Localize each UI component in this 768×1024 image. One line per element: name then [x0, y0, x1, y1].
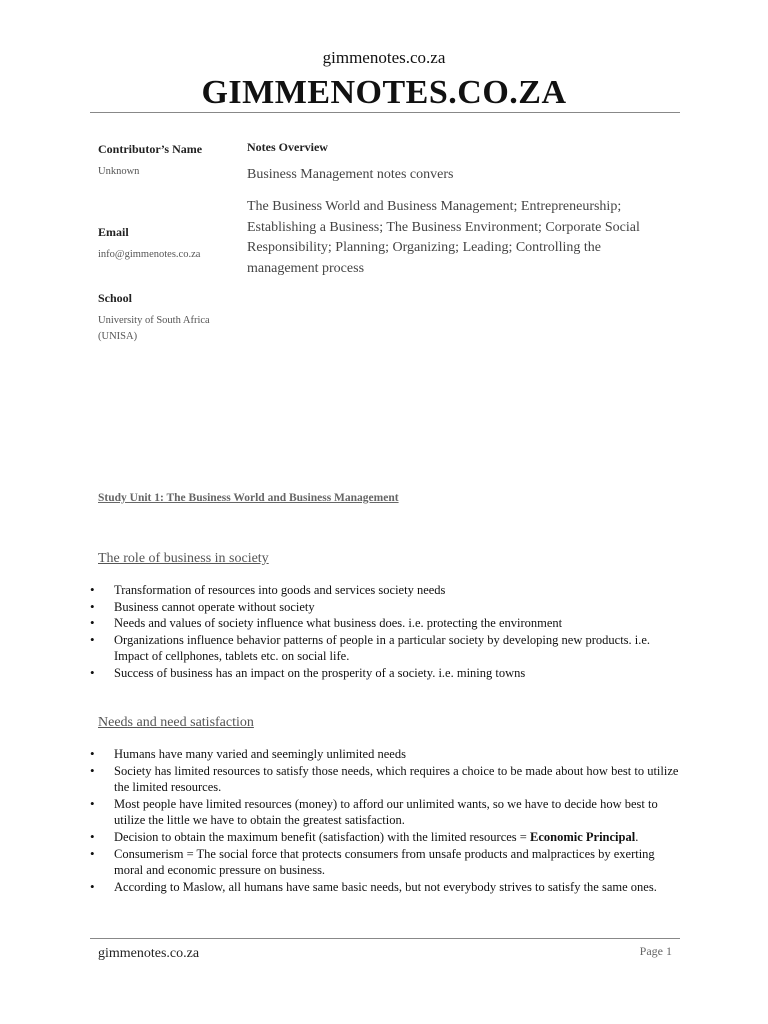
site-name-small: gimmenotes.co.za — [322, 48, 446, 67]
footer-divider — [90, 938, 680, 939]
list-item: • Business cannot operate without society — [90, 599, 680, 616]
section-heading-role-of-business: The role of business in society — [98, 551, 269, 566]
list-item: • Humans have many varied and seemingly unlimited needs — [90, 746, 680, 763]
overview-topics: The Business World and Business Management; Entrepreneurship; Establishing a Business; The Business Environment; Corporate Social Responsibility; Planning; Organizing; Leading; Controlling the management process — [247, 199, 640, 276]
footer-site-name: gimmenotes.co.za — [98, 946, 200, 961]
list-item: • Society has limited resources to satisfy those needs, which requires a choice to be made about how best to utilize the limited resources. — [90, 763, 680, 796]
bullet-list-needs — [90, 746, 680, 895]
list-item: • Needs and values of society influence what business does. i.e. protecting the environment — [90, 615, 680, 632]
bold-term: Economic Principal — [529, 829, 636, 844]
study-unit-heading: Study Unit 1: The Business World and Business Management — [98, 492, 399, 504]
section-heading-needs: Needs and need satisfaction — [98, 715, 254, 730]
email-value: info@gimmenotes.co.za — [98, 249, 201, 260]
list-item: • Success of business has an impact on the prosperity of a society. i.e. mining towns — [90, 665, 680, 682]
list-item-suffix: . — [635, 829, 639, 844]
list-item-economic-principal — [90, 829, 680, 846]
header-divider — [90, 112, 680, 113]
list-item: • Organizations influence behavior patterns of people in a particular society by developing new products. i.e. Impact of cellphones, tablets etc. on social life. — [90, 632, 680, 665]
contributor-label: Contributor’s Name — [98, 142, 203, 156]
list-item: • Transformation of resources into goods and services society needs — [90, 582, 680, 599]
school-label: School — [98, 291, 133, 305]
school-value-line1: University of South Africa — [98, 315, 210, 326]
page-number: Page 1 — [639, 944, 672, 958]
list-item-text: Decision to obtain the maximum benefit (satisfaction) with the limited resources = — [114, 829, 530, 844]
email-label: Email — [98, 225, 129, 239]
bullet-list-role-of-business — [90, 582, 680, 682]
list-item: • Consumerism = The social force that protects consumers from unsafe products and malpractices by exerting moral and economic pressure on business. — [90, 846, 680, 879]
list-item: • Most people have limited resources (money) to afford our unlimited wants, so we have to decide how best to utilize the little we have to obtain the greatest satisfaction. — [90, 796, 680, 829]
school-value-line2: (UNISA) — [98, 331, 138, 342]
contributor-value: Unknown — [98, 166, 140, 177]
list-item: • According to Maslow, all humans have same basic needs, but not everybody strives to satisfy the same ones. — [90, 879, 680, 896]
overview-label: Notes Overview — [247, 140, 328, 154]
site-name-title: GIMMENOTES.CO.ZA — [201, 74, 567, 111]
overview-intro: Business Management notes convers — [247, 167, 454, 182]
